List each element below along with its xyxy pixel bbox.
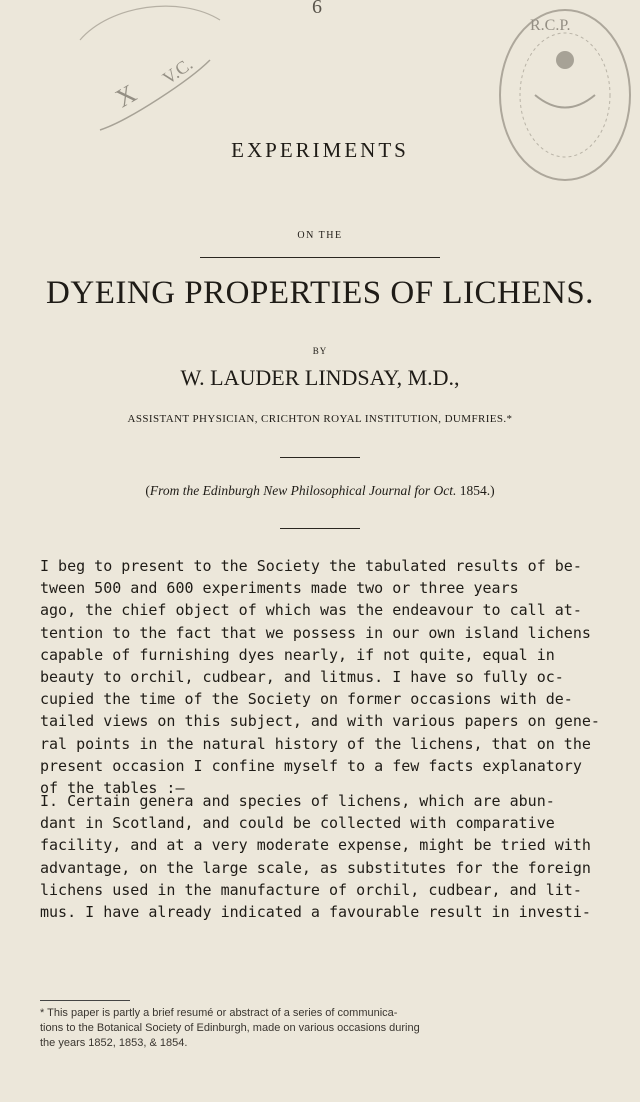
text-line: tention to the fact that we possess in our own island lichens [40, 623, 591, 642]
text-line: present occasion I confine myself to a few facts explanatory [40, 756, 582, 775]
text-line: dant in Scotland, and could be collected with comparative [40, 814, 555, 833]
stamp-right-text: R.C.P. [530, 17, 571, 34]
library-stamp-right [480, 0, 640, 195]
body-paragraph-2 [40, 790, 600, 923]
text-line: ago, the chief object of which was the endeavour to call at- [40, 601, 582, 620]
footnote-rule [40, 1000, 130, 1001]
by-label: BY [312, 346, 328, 356]
kicker-heading: EXPERIMENTS [231, 138, 409, 162]
text-line: tween 500 and 600 experiments made two or three years [40, 579, 519, 598]
stamp-left-text: V.C. [158, 53, 197, 89]
text-line: * This paper is partly a brief resumé or abstract of a series of communica- [40, 1007, 398, 1019]
text-line: the years 1852, 1853, & 1854. [40, 1037, 188, 1049]
source-journal: From the Edinburgh New Philosophical Journal for Oct. [149, 483, 457, 498]
source-citation: (From the Edinburgh New Philosophical Journal for Oct. 1854.) [145, 483, 495, 498]
page-title: DYEING PROPERTIES OF LICHENS. [46, 275, 594, 311]
body-paragraph-1 [40, 555, 600, 799]
on-the-label: ON THE [297, 230, 343, 241]
text-line: mus. I have already indicated a favourable result in investi- [40, 903, 591, 922]
text-line: cupied the time of the Society on former occasions with de- [40, 690, 573, 709]
text-line: beauty to orchil, cudbear, and litmus. I have so fully oc- [40, 668, 564, 687]
page-number: 6 [312, 0, 322, 18]
text-line: of the tables :— [40, 779, 185, 798]
text-line: tions to the Botanical Society of Edinburgh, made on various occasions during [40, 1022, 420, 1034]
author-name: W. LAUDER LINDSAY, M.D., [180, 365, 460, 390]
divider-rule [200, 257, 440, 258]
text-line: I beg to present to the Society the tabulated results of be- [40, 557, 582, 575]
text-line: capable of furnishing dyes nearly, if not quite, equal in [40, 645, 555, 664]
text-line: I. Certain genera and species of lichens, which are abun- [40, 792, 555, 810]
divider-rule [280, 457, 360, 458]
text-line: advantage, on the large scale, as substitutes for the foreign [40, 858, 591, 877]
text-line: tailed views on this subject, and with various papers on gene- [40, 712, 600, 731]
text-line: facility, and at a very moderate expense, might be tried with [40, 836, 591, 855]
author-affiliation: ASSISTANT PHYSICIAN, CRICHTON ROYAL INSTITUTION, DUMFRIES.* [127, 413, 513, 425]
library-stamp-left [70, 0, 240, 160]
text-line: ral points in the natural history of the lichens, that on the [40, 734, 591, 753]
footnote [40, 1006, 600, 1051]
text-line: lichens used in the manufacture of orchil, cudbear, and lit- [40, 880, 582, 899]
divider-rule [280, 528, 360, 529]
stamp-left-mark: X [110, 78, 142, 114]
